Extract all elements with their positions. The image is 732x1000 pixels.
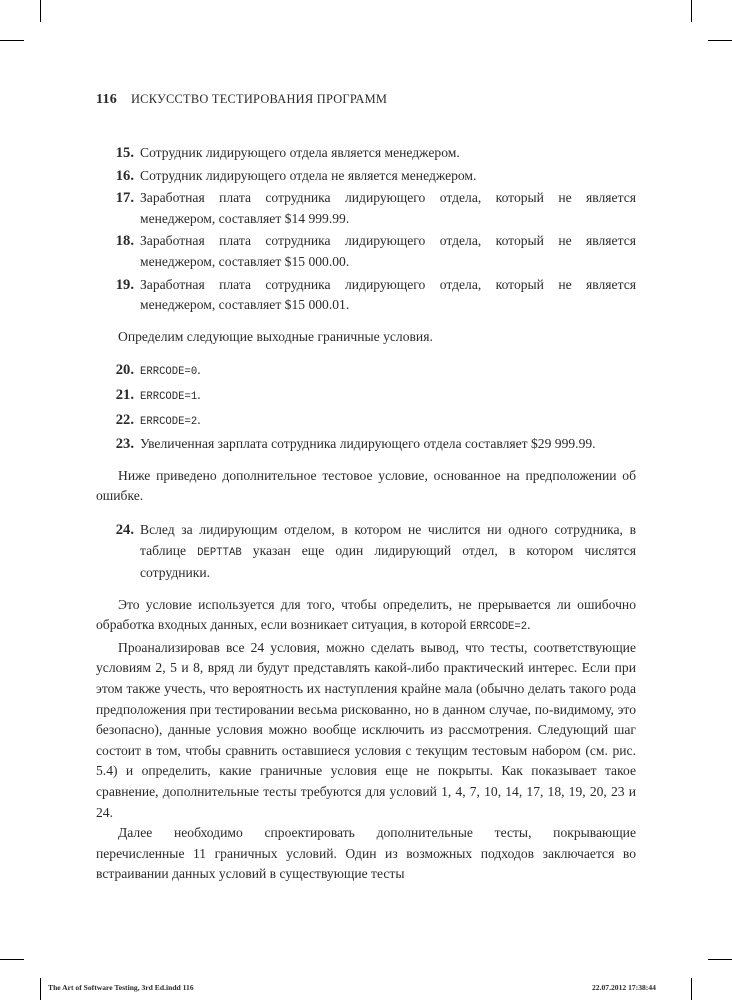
item-text: Заработная плата сотрудника лидирующего отдела, который не является менеджером, составляет $15 000.00. [140, 233, 636, 269]
item-number: 15. [115, 145, 134, 161]
crop-mark [691, 0, 692, 22]
crop-mark [40, 0, 41, 22]
crop-mark [708, 959, 732, 960]
crop-mark [0, 40, 24, 41]
list-item [96, 434, 636, 455]
item-number: 20. [115, 362, 134, 379]
item-number: 16. [115, 167, 134, 184]
code-inline: ERRCODE=1 [140, 390, 198, 403]
code-inline: ERRCODE=2 [140, 415, 198, 428]
crop-mark [40, 978, 41, 1000]
paragraph: Определим следующие выходные граничные условия. [118, 328, 433, 344]
paragraph: Ниже приведено дополнительное тестовое условие, основанное на предположении об ошибке. [96, 467, 636, 504]
paragraph: Это условие используется для того, чтобы определить, не прерывается ли ошибочно обработка входных данных, если возникает ситуация, в которой ERRCODE=2. [96, 596, 636, 634]
running-title: ИСКУССТВО ТЕСТИРОВАНИЯ ПРОГРАММ [130, 92, 388, 106]
item-number: 24. [115, 521, 134, 538]
item-text: Сотрудник лидирующего отдела не является менеджером. [140, 167, 477, 183]
list-item [96, 188, 636, 229]
list-item: 20. ERRCODE=0. [96, 360, 636, 383]
list-item [96, 143, 636, 164]
list-item [96, 275, 636, 316]
list-item: 21. ERRCODE=1. [96, 385, 636, 408]
item-number: 22. [115, 411, 134, 428]
page-body [96, 143, 636, 885]
item-text: Заработная плата сотрудника лидирующего отдела, который не является менеджером, составляет $15 000.01. [140, 276, 636, 313]
code-inline: ERRCODE=0 [140, 366, 198, 379]
list-item [96, 166, 636, 187]
list-item: 24. Вслед за лидирующим отделом, в котором не числится ни одного сотрудника, в таблице DEPTTAB указан еще один лидирующий отдел, в котором числятся сотрудники. [96, 520, 636, 584]
crop-mark [708, 40, 732, 41]
code-inline: DEPTTAB [197, 546, 242, 559]
boundary-list-input [96, 143, 636, 316]
code-inline: ERRCODE=2 [469, 621, 528, 634]
list-item: 22. ERRCODE=2. [96, 410, 636, 433]
item-text: Увеличенная зарплата сотрудника лидирующего отдела составляет $29 999.99. [140, 436, 596, 452]
running-head [96, 92, 636, 108]
paragraph: Проанализировав все 24 условия, можно сделать вывод, что тесты, соответствующие условиям 2, 5 и 8, вряд ли будут представлять какой-либо практический интерес. Если при этом также учесть, что вероятность их наступления крайне мала (обычно делать такого рода предположения при тестировании весьма рискованно, но в данном случае, по-видимому, это безопасно), данные условия можно вообще исключить из рассмотрения. Следующий шаг состоит в том, чтобы сравнить оставшиеся условия с текущим тестовым набором (см. рис. 5.4) и определить, какие граничные условия еще не покрыты. Как показывает такое сравнение, дополнительные тесты требуются для условий 1, 4, 7, 10, 14, 17, 18, 19, 20, 23 и 24. [96, 639, 636, 820]
page-number: 116 [96, 92, 117, 107]
item-number: 23. [115, 436, 134, 453]
item-number: 21. [115, 386, 134, 403]
boundary-list-output [96, 360, 636, 454]
crop-mark [0, 959, 24, 960]
item-text: Заработная плата сотрудника лидирующего отдела, который не является менеджером, составляет $14 999.99. [140, 190, 636, 226]
item-number: 19. [115, 276, 134, 293]
print-slug-left: The Art of Software Testing, 3rd Ed.indd 116 [48, 983, 194, 992]
item-text: Сотрудник лидирующего отдела является менеджером. [140, 145, 460, 160]
item-number: 18. [115, 233, 134, 250]
print-slug-right: 22.07.2012 17:38:44 [592, 983, 656, 992]
list-item [96, 231, 636, 272]
item-number: 17. [115, 190, 134, 207]
crop-mark [691, 978, 692, 1000]
paragraph: Далее необходимо спроектировать дополнительные тесты, покрывающие перечисленные 11 граничных условий. Один из возможных подходов заключается во встраивании данных условий в существующие тесты [96, 825, 636, 882]
